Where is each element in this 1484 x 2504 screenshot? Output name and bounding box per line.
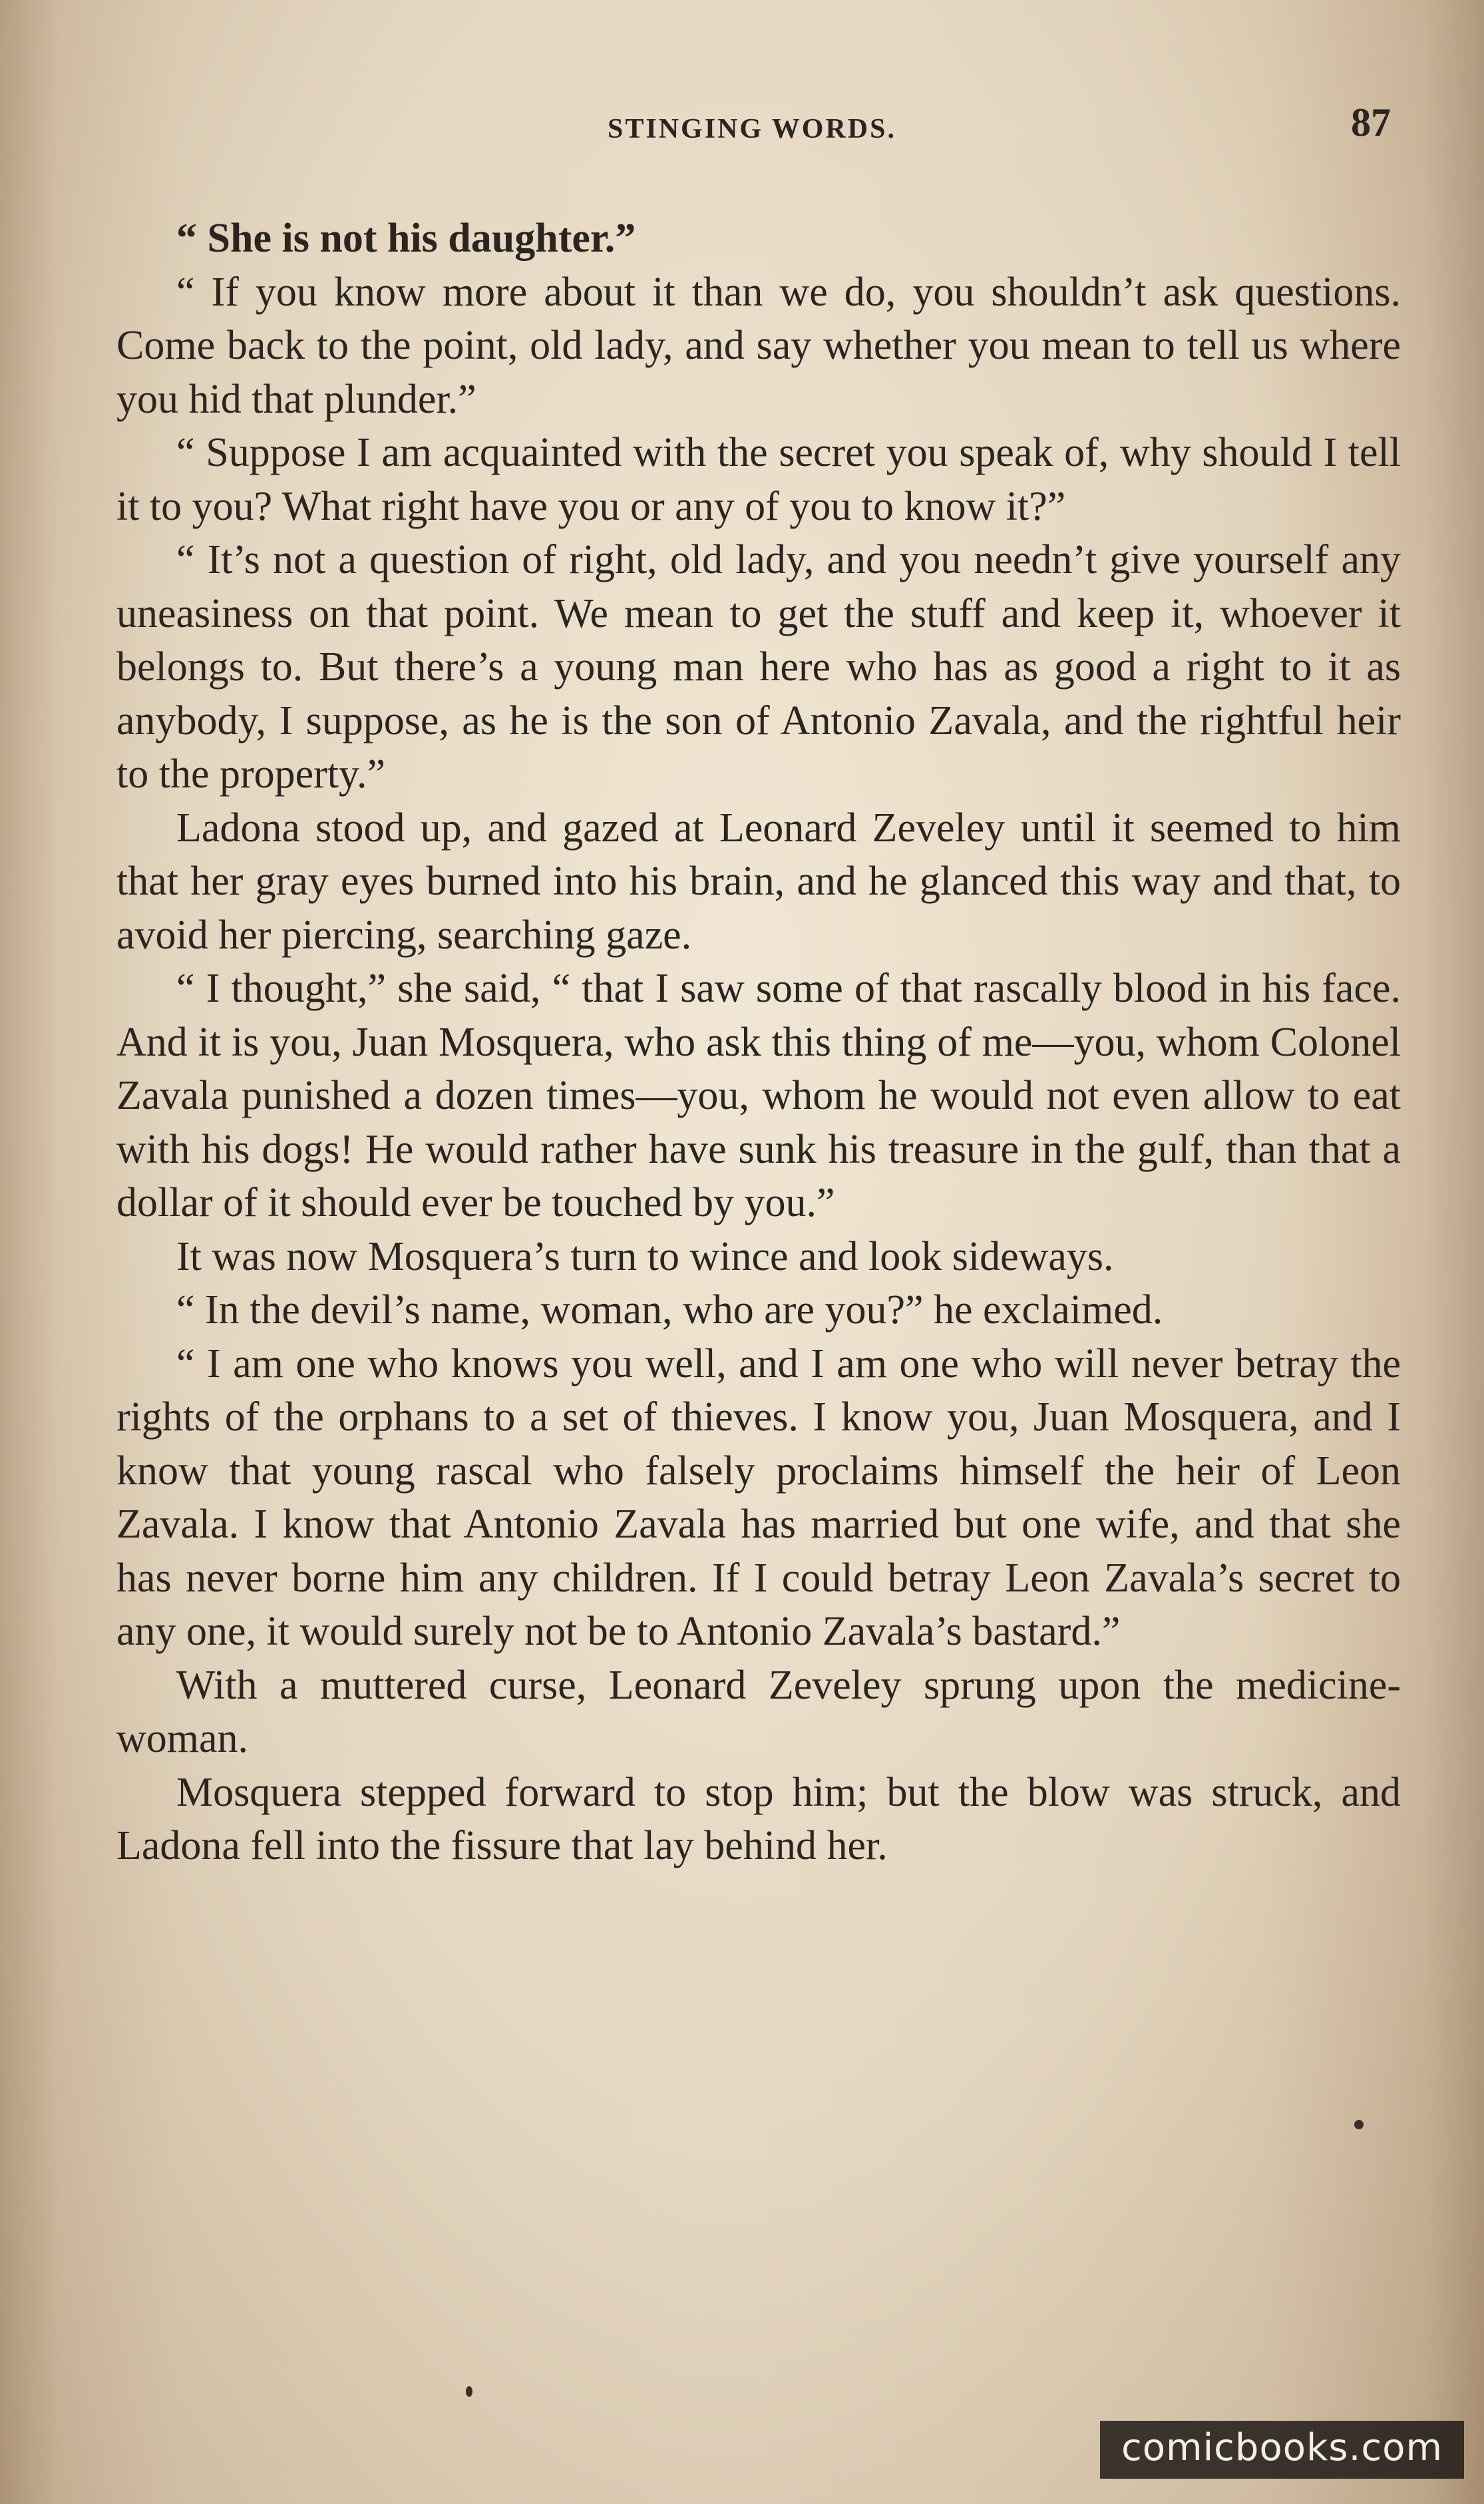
paragraph: “ I am one who knows you well, and I am one who will never betray the rights of the orphans to a set of thieves. I know you, Juan Mosquera, and I know that young rascal who falsely proclaims himself the heir of Leon Zavala. I know that Antonio Zavala has married but one wife, and that she has never borne him any children. If I could betray Leon Zavala’s secret to any one, it would surely not be to Antonio Zavala’s bastard.” xyxy=(116,1341,1401,1654)
paragraph: With a muttered curse, Leonard Zeveley sprung upon the medicine-woman. xyxy=(116,1662,1401,1761)
paragraph: “ If you know more about it than we do, you shouldn’t ask questions. Come back to the point, old lady, and say whether you mean to tell us where you hid that plunder.” xyxy=(116,269,1401,422)
paragraph: It was now Mosquera’s turn to wince and look sideways. xyxy=(176,1233,1114,1279)
body-text xyxy=(116,212,1401,1873)
ink-speck xyxy=(1354,2120,1364,2129)
paragraph: “ In the devil’s name, woman, who are you?” he exclaimed. xyxy=(176,1287,1163,1333)
page-header xyxy=(113,100,1391,153)
paragraph: Ladona stood up, and gazed at Leonard Zeveley until it seemed to him that her gray eyes burned into his brain, and he glanced this way and that, to avoid her piercing, searching gaze. xyxy=(116,805,1401,958)
paragraph: Mosquera stepped forward to stop him; but the blow was struck, and Ladona fell into the fissure that lay behind her. xyxy=(116,1769,1401,1868)
paragraph: “ I thought,” she said, “ that I saw some of that rascally blood in his face. And it is you, Juan Mosquera, who ask this thing of me—you, whom Colonel Zavala punished a dozen times—you, whom he would not even allow to eat with his dogs! He would rather have sunk his treasure in the gulf, than that a dollar of it should ever be touched by you.” xyxy=(116,966,1401,1225)
watermark: comicbooks.com xyxy=(1100,2421,1464,2479)
paragraph: “ She is not his daughter.” xyxy=(176,216,636,261)
page-number: 87 xyxy=(1351,101,1391,144)
paragraph: “ It’s not a question of right, old lady, and you needn’t give yourself any uneasiness on that point. We mean to get the stuff and keep it, whoever it belongs to. But there’s a young man here who has as good a right to it as anybody, I suppose, as he is the son of Antonio Zavala, and the rightful heir to the property.” xyxy=(116,537,1401,797)
paragraph: “ Suppose I am acquainted with the secret you speak of, why should I tell it to you? What right have you or any of you to know it?” xyxy=(116,430,1401,529)
ink-speck xyxy=(466,2386,472,2397)
running-title: STINGING WORDS. xyxy=(608,114,896,144)
